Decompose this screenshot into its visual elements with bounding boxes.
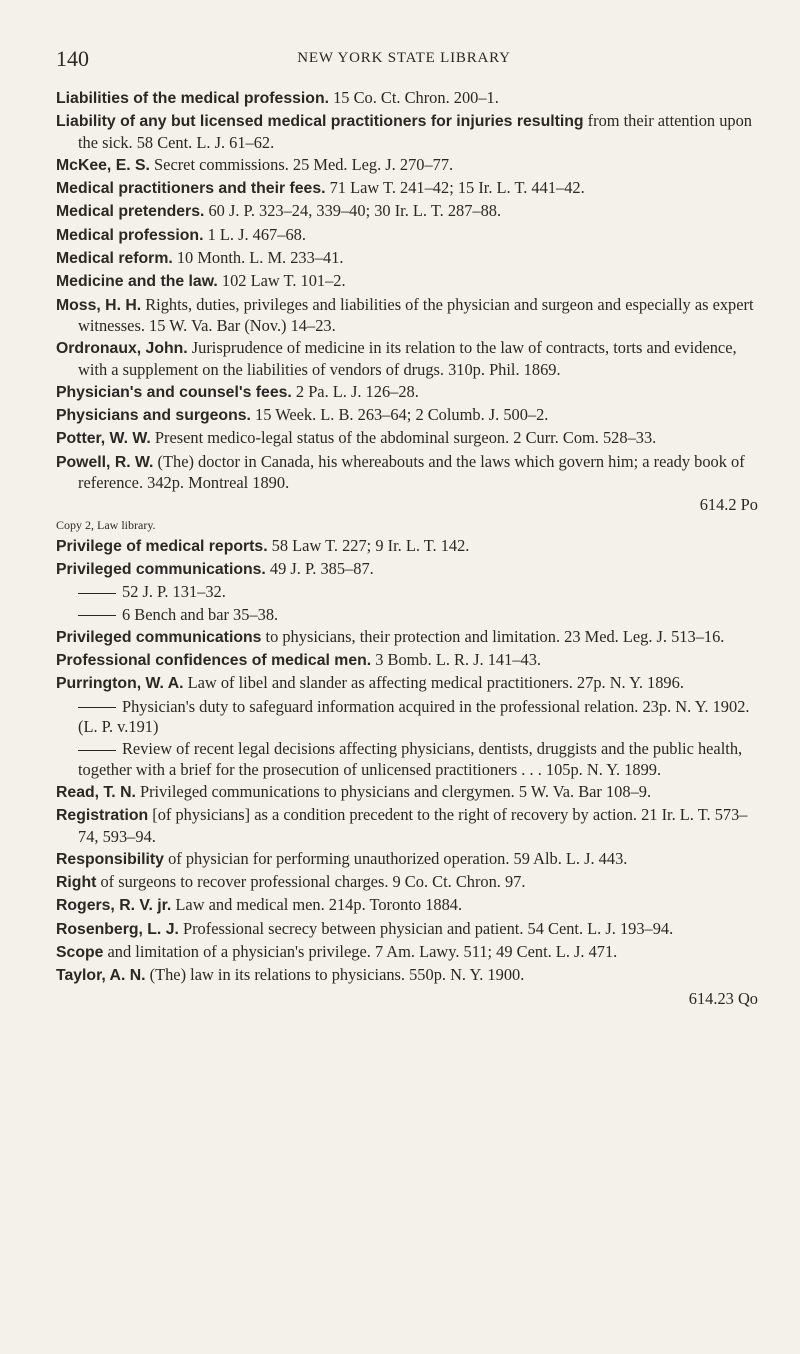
- bibliography-entry: [56, 673, 762, 694]
- entry-citation: Secret commissions. 25 Med. Leg. J. 270–77.: [149, 154, 454, 174]
- entry-citation: Law and medical men. 214p. Toronto 1884.: [171, 895, 463, 915]
- entry-heading: Privileged communications: [56, 628, 262, 646]
- entry-citation: 49 J. P. 385–87.: [265, 558, 374, 578]
- entry-heading: Physician's and counsel's fees.: [56, 383, 292, 401]
- entry-heading: Purrington, W. A.: [56, 675, 184, 693]
- entry-heading: Moss, H. H.: [56, 296, 142, 314]
- bibliography-list: [56, 88, 762, 1009]
- entry-citation: 60 J. P. 323–24, 339–40; 30 Ir. L. T. 287–88.: [204, 201, 502, 221]
- bibliography-entry: [56, 225, 762, 246]
- entry-heading: Taylor, A. N.: [56, 967, 146, 985]
- entry-heading: Rogers, R. V. jr.: [56, 897, 172, 915]
- entry-citation: of physician for performing unauthorized operation. 59 Alb. L. J. 443.: [163, 848, 628, 868]
- bibliography-entry: [56, 650, 762, 671]
- bibliography-entry: [56, 382, 762, 403]
- entry-heading: Read, T. N.: [56, 783, 136, 801]
- ditto-dash: [78, 707, 116, 708]
- entry-heading: Right: [56, 874, 97, 892]
- bibliography-entry: [56, 942, 762, 963]
- bibliography-entry: [56, 111, 762, 153]
- running-title: NEW YORK STATE LIBRARY: [297, 50, 511, 66]
- entry-citation: Review of recent legal decisions affecting physicians, dentists, druggists and the public health, together with a brief for the prosecution of unlicensed practitioners . . . 105p. N. Y. 1899.: [78, 739, 743, 779]
- entry-citation: Jurisprudence of medicine in its relation to the law of contracts, torts and evidence, with a supplement on the liabilities of vendors of drugs. 310p. Phil. 1869.: [78, 338, 737, 379]
- bibliography-entry: [56, 405, 762, 426]
- entry-citation: and limitation of a physician's privilege. 7 Am. Lawy. 511; 49 Cent. L. J. 471.: [103, 941, 618, 961]
- ditto-dash: [78, 593, 116, 594]
- bibliography-entry: [56, 965, 762, 986]
- entry-citation: Physician's duty to safeguard information acquired in the professional relation. 23p. N. Y. 1902. (L. P. v.191): [78, 696, 750, 737]
- bibliography-entry: [56, 452, 762, 494]
- bibliography-entry: [56, 536, 762, 557]
- entry-citation: (The) law in its relations to physicians. 550p. N. Y. 1900.: [145, 965, 525, 985]
- bibliography-entry: [56, 248, 762, 269]
- entry-citation: Privileged communications to physicians and clergymen. 5 W. Va. Bar 108–9.: [135, 781, 652, 801]
- bibliography-entry: [56, 178, 762, 199]
- entry-citation: 15 Co. Ct. Chron. 200–1.: [329, 88, 499, 107]
- entry-heading: Medical profession.: [56, 226, 204, 244]
- entry-citation: Rights, duties, privileges and liabilities of the physician and surgeon and especially as expert witnesses. 15 W. Va. Bar (Nov.) 14–23.: [78, 294, 754, 335]
- bibliography-entry: [56, 782, 762, 803]
- entry-heading: Privilege of medical reports.: [56, 537, 268, 555]
- entry-heading: McKee, E. S.: [56, 156, 150, 174]
- bibliography-entry: [56, 88, 762, 109]
- entry-citation: 3 Bomb. L. R. J. 141–43.: [371, 650, 541, 670]
- page-header: [46, 46, 762, 76]
- ditto-dash: [78, 615, 116, 616]
- bibliography-entry: [56, 559, 762, 580]
- entry-citation: 15 Week. L. B. 263–64; 2 Columb. J. 500–2.: [250, 405, 549, 425]
- bibliography-entry: [56, 155, 762, 176]
- entry-heading: Registration: [56, 807, 149, 825]
- entry-heading: Privileged communications.: [56, 560, 266, 578]
- entry-citation: 2 Pa. L. J. 126–28.: [291, 381, 419, 401]
- bibliography-entry: [56, 201, 762, 222]
- copy-note: Copy 2, Law library.: [56, 517, 156, 532]
- entry-heading: Responsibility: [56, 850, 164, 868]
- call-number: 614.2 Po: [699, 495, 758, 515]
- bibliography-entry: [56, 895, 762, 916]
- entry-citation: Present medico-legal status of the abdominal surgeon. 2 Curr. Com. 528–33.: [150, 428, 657, 448]
- bibliography-entry: [56, 338, 762, 380]
- entry-heading: Ordronaux, John.: [56, 340, 188, 358]
- bibliography-entry: [56, 627, 762, 648]
- entry-citation: 6 Bench and bar 35–38.: [122, 604, 279, 624]
- entry-citation: (The) doctor in Canada, his whereabouts and the laws which govern him; a ready book of reference. 342p. Montreal 1890.: [78, 451, 745, 493]
- entry-heading: Medical practitioners and their fees.: [56, 180, 326, 198]
- bibliography-entry: [56, 295, 762, 337]
- entry-heading: Medical reform.: [56, 250, 173, 268]
- entry-heading: Liability of any but licensed medical practitioners for injuries resulting: [56, 113, 584, 131]
- bibliography-entry: [56, 919, 762, 940]
- bibliography-entry: [56, 428, 762, 449]
- entry-heading: Professional confidences of medical men.: [56, 652, 372, 670]
- bibliography-entry: [56, 582, 762, 602]
- bibliography-entry: [56, 697, 762, 738]
- bibliography-entry: [56, 605, 762, 625]
- bibliography-entry: [56, 849, 762, 870]
- entry-citation: of surgeons to recover professional charges. 9 Co. Ct. Chron. 97.: [96, 872, 526, 892]
- entry-citation: [of physicians] as a condition precedent to the right of recovery by action. 21 Ir. L. T. 573–74, 593–94.: [78, 805, 748, 846]
- entry-citation: Law of libel and slander as affecting medical practitioners. 27p. N. Y. 1896.: [183, 673, 684, 693]
- bibliography-entry: [56, 872, 762, 893]
- entry-citation: 1 L. J. 467–68.: [203, 224, 306, 244]
- entry-citation: 71 Law T. 241–42; 15 Ir. L. T. 441–42.: [325, 178, 585, 198]
- page-number: 140: [56, 46, 89, 71]
- bibliography-entry: [56, 739, 762, 780]
- entry-citation: 10 Month. L. M. 233–41.: [172, 248, 344, 268]
- entry-heading: Liabilities of the medical profession.: [56, 90, 329, 107]
- entry-heading: Potter, W. W.: [56, 430, 151, 448]
- entry-heading: Medical pretenders.: [56, 203, 205, 221]
- entry-citation: 102 Law T. 101–2.: [217, 271, 346, 291]
- bibliography-entry: [56, 805, 762, 847]
- ditto-dash: [78, 750, 116, 751]
- entry-heading: Physicians and surgeons.: [56, 407, 251, 425]
- entry-citation: 58 Law T. 227; 9 Ir. L. T. 142.: [267, 535, 470, 555]
- entry-heading: Scope: [56, 943, 104, 961]
- call-number: 614.23 Qo: [688, 988, 758, 1008]
- entry-heading: Rosenberg, L. J.: [56, 920, 179, 938]
- entry-heading: Powell, R. W.: [56, 453, 154, 471]
- entry-citation: 52 J. P. 131–32.: [122, 582, 226, 602]
- entry-citation: Professional secrecy between physician and patient. 54 Cent. L. J. 193–94.: [178, 918, 674, 938]
- entry-citation: from their attention upon the sick. 58 Cent. L. J. 61–62.: [78, 111, 752, 152]
- entry-heading: Medicine and the law.: [56, 273, 218, 291]
- bibliography-entry: [56, 271, 762, 292]
- entry-citation: to physicians, their protection and limitation. 23 Med. Leg. J. 513–16.: [261, 626, 725, 646]
